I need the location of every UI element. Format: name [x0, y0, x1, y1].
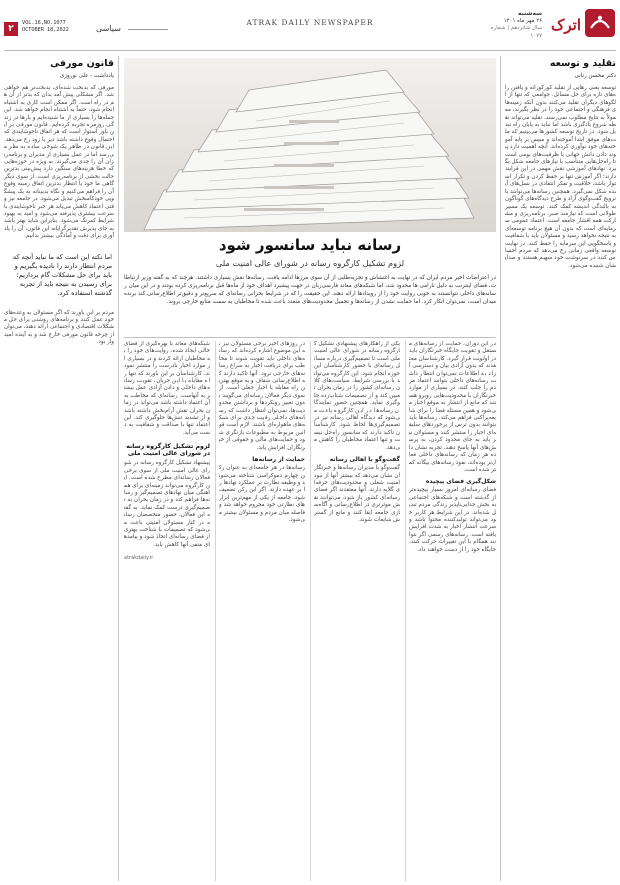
left-column-divider — [118, 56, 119, 881]
newspaper-stack-illustration — [124, 58, 496, 232]
body-divider — [215, 341, 216, 881]
left-column-author: یادداشت - علی نوروزی — [59, 73, 114, 79]
body-column-4-text: شبکه‌های معاند با بهره‌گیری از فضای خالی ایجاد شده، روایت‌های خود را به مخاطبان ارائه کردند و در بسیاری از موارد اخبار نادرست را منتشر نمودند. کارشناسان بر این باورند که تنها راه مقابله با این جریان، تقویت رسانه‌های داخلی و دادن آزادی عمل بیشتر به آنهاست. رسانه‌ای که مخاطب به آن اعتماد داشته باشد می‌تواند در زمان بحران نقش آرام‌بخش داشته باشد و از تشدید تنش‌ها جلوگیری کند. این اعتماد تنها با صداقت و شفافیت به دست می‌آید. — [124, 341, 210, 436]
newspaper-stack-photo — [124, 58, 496, 232]
left-column-callout: اما نکته این است که ما نباید آنچه که مردم انتظار دارند را نادیده بگیریم و باید برای حل مشکلات گام برداریم؛ برای رسیدن به نتیجه باید از تجربه گذشته استفاده کرد. — [12, 252, 112, 297]
right-column-author: دکتر محسن رنانی — [574, 73, 616, 79]
body-divider — [310, 341, 311, 881]
right-column-divider — [500, 56, 501, 881]
body-column-2-subheading: گفت‌وگو با اهالی رسانه — [329, 456, 400, 464]
main-lead-paragraph: در اعتراضات اخیر مردم ایران که در نهایت به اغتشاش و تجزیه‌طلبی از آن سوی مرزها ادامه یافت، رسانه‌ها نقش بسیاری داشتند. هرچند که به گفته وزیر ارتباطات، فضای اینترنت به دلیل نارامی ها محدود شد، اما شبکه‌های معاند فارسی‌زبان در جهت پیشبرد اهداف خود از ماه‌ها قبل برنامه‌ریزی کرده بودند و در این میان رسانه‌های داخلی نتوانستند به خوبی روایت خود را از رویدادها ارائه دهند. این حقیقت را که در شرایط بحرانی رسانه‌ای که سریع‌تر و دقیق‌تر اطلاع‌رسانی کند برنده میدان است، نمی‌توان انکار کرد. اما حمایت نشدن از رسانه‌ها و تحمیل محدودیت‌های متعدد باعث شده تا مخاطبان به سمت منابع خارجی بروند. — [124, 275, 496, 305]
right-column-title: تقلید و توسعه — [549, 58, 616, 69]
atrak-logo — [545, 6, 617, 40]
body-column-4-text-b: پیشنهاد تشکیل کارگروه رسانه در شورای عالی امنیت ملی از سوی برخی فعالان رسانه‌ای مطرح شده است. این کارگروه می‌تواند زمینه‌ای برای هماهنگی میان نهادهای تصمیم‌گیر و رسانه‌ها فراهم کند و در زمان بحران به تصمیم‌گیری درست کمک نماید. به گفته این فعالان، حضور متخصصان رسانه در کنار مسئولان امنیتی باعث می‌شود که تصمیمات با شناخت بهتری از فضای رسانه‌ای اتخاذ شود و پیامدهای منفی آنها کاهش یابد. — [124, 460, 210, 548]
volume-label: VOL.16,NO.1077 — [22, 20, 66, 26]
right-column-text: توسعه یعنی رهایی از تقلید کورکورانه و یافتن راه‌های تازه برای حل مسائل. جوامعی که تنها از الگوهای دیگران تقلید می‌کنند بدون آنکه زمینه‌های فرهنگی و اجتماعی خود را در نظر بگیرند، معمولاً به نتایج مطلوب نمی‌رسند. تقلید می‌تواند نقطه شروع یادگیری باشد اما نباید به پایان راه تبدیل شود. در تاریخ توسعه کشورها می‌بینیم که ملت‌های موفق ابتدا آموخته‌اند و سپس بر پایه آموخته‌های خود نوآوری کرده‌اند. آنچه اهمیت دارد پیوند دادن دانش جهانی با ظرفیت‌های بومی است تا راه‌حل‌هایی متناسب با نیازهای جامعه شکل بگیرد. نهادهای آموزشی نقش مهمی در این فرایند دارند؛ اگر آموزش تنها بر حفظ کردن و تکرار استوار باشد، خلاقیت و تفکر انتقادی در نسل‌های آینده شکل نمی‌گیرد. همچنین رسانه‌ها می‌توانند با ترویج گفت‌وگوی آزاد و طرح دیدگاه‌های گوناگون به بالندگی اندیشه کمک کنند. توسعه یک مسیر طولانی است که نیازمند صبر، برنامه‌ریزی و مشارکت همه اقشار جامعه است. اعتماد عمومی سرمایه‌ای است که بدون آن هیچ برنامه توسعه‌ای به نتیجه نخواهد رسید و مسئولان باید با شفافیت و پاسخگویی این سرمایه را حفظ کنند. در نهایت توسعه واقعی زمانی رخ می‌دهد که مردم احساس کنند در سرنوشت خود سهیم هستند و صدایشان شنیده می‌شود. — [505, 85, 616, 269]
body-column-4-box-title: لزوم تشکیل کارگروه رسانه در شورای عالی امنیت ملی — [126, 443, 210, 458]
logo-wordmark: اترک — [550, 16, 581, 34]
page-header — [0, 0, 620, 52]
body-divider — [405, 341, 406, 881]
header-rule — [4, 50, 616, 51]
lead-divider — [124, 337, 496, 338]
section-label: سیاسی — [96, 24, 121, 33]
main-subheadline: لزوم تشکیل کارگروه رسانه در شورای عالی امنیت ملی — [215, 258, 405, 268]
body-column-3-text: در روزهای اخیر برخی مسئولان نیز به این موضوع اشاره کرده‌اند که رسانه‌های داخلی باید تقویت شوند تا مخاطب برای دریافت اخبار به سراغ رسانه‌های خارجی نرود. آنها تاکید دارند که اطلاع‌رسانی شفاف و به موقع بهترین راه مقابله با اخبار جعلی است. از سوی دیگر فعالان رسانه‌ای می‌گویند بدون تغییر رویکردها و برداشتن محدودیت‌ها، نمی‌توان انتظار داشت که رسانه‌های داخلی رقیب جدی برای شبکه‌های ماهواره‌ای باشند. لازم است قوانین مربوط به مطبوعات بازنگری شود و حمایت‌های مالی و حقوقی از خبرنگاران افزایش یابد. — [219, 341, 305, 451]
english-date: OCTOBER 18,2022 — [22, 27, 69, 33]
left-column-title: قانون مورفی — [50, 58, 114, 69]
footer-note: atrakdaily.ir — [124, 555, 154, 562]
persian-date-block — [478, 10, 542, 40]
body-column-4 — [124, 341, 210, 881]
body-column-2-text: یکی از راهکارهای پیشنهادی تشکیل کارگروه رسانه در شورای عالی امنیت ملی است تا تصمیم‌گیری درباره مسائل رسانه‌ای با حضور کارشناسان این حوزه انجام شود. این کارگروه می‌تواند با بررسی شرایط، سیاست‌های کلان رسانه‌ای کشور را در زمان بحران تعیین کند و از تصمیمات شتاب‌زده جلوگیری نماید. همچنین حضور نمایندگان رسانه‌ها در این کارگروه باعث می‌شود که دیدگاه اهالی رسانه نیز در تصمیم‌گیری‌ها لحاظ شود. کارشناسان تاکید دارند که سانسور راه‌حل نیست و تنها اعتماد مخاطبان را کاهش می‌دهد. — [314, 341, 400, 451]
body-column-1-subheading: شکل‌گیری فضای پیچیده — [425, 478, 496, 486]
left-column-text-1: مورفی که بدبخت شده‌ای، بدبخت‌تر هم خواهی شد. اگر مشکلی پیش آمد بدان که بدتر از آن هم در راه است. اگر ممکن است کاری به اشتباه انجام شود، حتماً به اشتباه انجام خواهد شد. این جمله‌ها را بسیاری از ما شنیده‌ایم و بارها در زندگی روزمره تجربه کرده‌ایم. قانون مورفی بر این باور استوار است که هر اتفاق ناخوشایندی که احتمال وقوع داشته باشد دیر یا زود رخ می‌دهد. این قانون در ظاهر یک شوخی ساده به نظر می‌رسد اما در عمل بسیاری از مدیران و برنامه‌ریزان آن را جدی می‌گیرند. به ویژه در حوزه‌هایی که خطا هزینه‌های سنگین دارد پیش‌بینی بدترین حالت بخشی از برنامه‌ریزی است. از سوی دیگر گاهی ما خود با انتظار بدترین اتفاق زمینه وقوع آن را فراهم می‌کنیم و نگاه بدبینانه به یک پیشگویی خودکامبخش تبدیل می‌شود. در جامعه نیز وقتی اعتماد کاهش می‌یابد هر خبر ناخوشایندی با سرعت بیشتری پذیرفته می‌شود و امید به بهبود شرایط کمرنگ می‌شود. بنابراین شاید بهتر باشد به جای پذیرش تقدیرگرایانه این قانون، آن را یادآوری برای دقت و آمادگی بیشتر بدانیم. — [4, 85, 114, 240]
body-column-2-text-b: گفت‌وگو با مدیران رسانه‌ها و خبرنگاران نشان می‌دهد که بیشتر آنها از نبود امنیت شغلی و محدودیت‌های حرفه‌ای گلایه دارند. آنها معتقدند اگر فضای رسانه‌ای کشور باز شود، می‌توانند نقش موثرتری در اطلاع‌رسانی و آگاه‌سازی جامعه ایفا کنند و مانع از گسترش شایعات شوند. — [314, 465, 400, 523]
english-masthead: ATRAK DAILY NEWSPAPER — [246, 18, 374, 27]
page-number-badge: ۲ — [4, 22, 18, 36]
day-name: سه‌شنبه — [518, 10, 542, 17]
body-column-1-text-b: فضای رسانه‌ای امروز بسیار پیچیده‌تر از گذشته است و شبکه‌های اجتماعی به بخش جدایی‌ناپذیر زندگی مردم تبدیل شده‌اند. در این شرایط هر کاربر خود می‌تواند تولیدکننده محتوا باشد و سرعت انتشار اخبار به شدت افزایش یافته است. رسانه‌های رسمی اگر نتوانند همگام با این تغییرات حرکت کنند، جایگاه خود را از دست خواهند داد. — [409, 487, 496, 553]
main-headline: رسانه نباید سانسور شود — [218, 236, 402, 254]
left-column-text-2: مردم بر این باورند که اگر مسئولان به وعده‌های خود عمل کنند و برنامه‌های روشنی برای حل مشکلات اقتصادی و اجتماعی ارائه دهند، می‌توان از چرخه قانون مورفی خارج شد و به آینده امیدوار بود. — [4, 309, 114, 346]
body-column-2 — [314, 341, 400, 881]
body-column-3-text-b: رسانه‌ها در هر جامعه‌ای به عنوان رکن چهارم دموکراسی شناخته می‌شوند و وظیفه نظارت بر عملکرد نهادها را بر عهده دارند. اگر این رکن تضعیف شود، جامعه از یکی از مهم‌ترین ابزارهای نظارتی خود محروم خواهد شد و فاصله میان مردم و مسئولان بیشتر می‌شود. — [219, 465, 305, 523]
issue-line-fa: سال شانزدهم | شماره ۱۰۷۷ — [490, 25, 542, 39]
body-column-3 — [219, 341, 305, 881]
right-column-development — [505, 56, 616, 881]
body-column-3-subheading: حمایت از رسانه‌ها — [252, 456, 305, 464]
body-column-1-text: در این دوران، حمایت از رسانه‌های مستقل و تقویت جایگاه خبرنگاران باید در اولویت قرار گیرد. کارشناسان معتقدند که بدون آزادی بیان و دسترسی آزاد به اطلاعات نمی‌توان انتظار داشت رسانه‌های داخلی بتوانند اعتماد مردم را جلب کنند. در بسیاری از موارد خبرنگاران با محدودیت‌هایی روبرو هستند که مانع از انتشار به موقع اخبار می‌شود و همین مسئله فضا را برای شایعه‌پراکنی فراهم می‌کند. رسانه‌ها باید بتوانند بدون ترس از برخوردهای سلیقه‌ای اخبار را منتشر کنند و مسئولان نیز باید به جای محدود کردن، به پرسش‌های آنها پاسخ دهند. تجربه نشان داده هر زمان که رسانه‌های داخلی فعال‌تر بوده‌اند، نفوذ رسانه‌های بیگانه کمتر شده است. — [409, 341, 496, 473]
persian-date: ۲۶ مهر ماه ۱۴۰۱ — [503, 17, 542, 24]
left-column-murphy — [4, 56, 114, 881]
section-divider — [128, 29, 168, 30]
body-column-1 — [409, 341, 496, 881]
